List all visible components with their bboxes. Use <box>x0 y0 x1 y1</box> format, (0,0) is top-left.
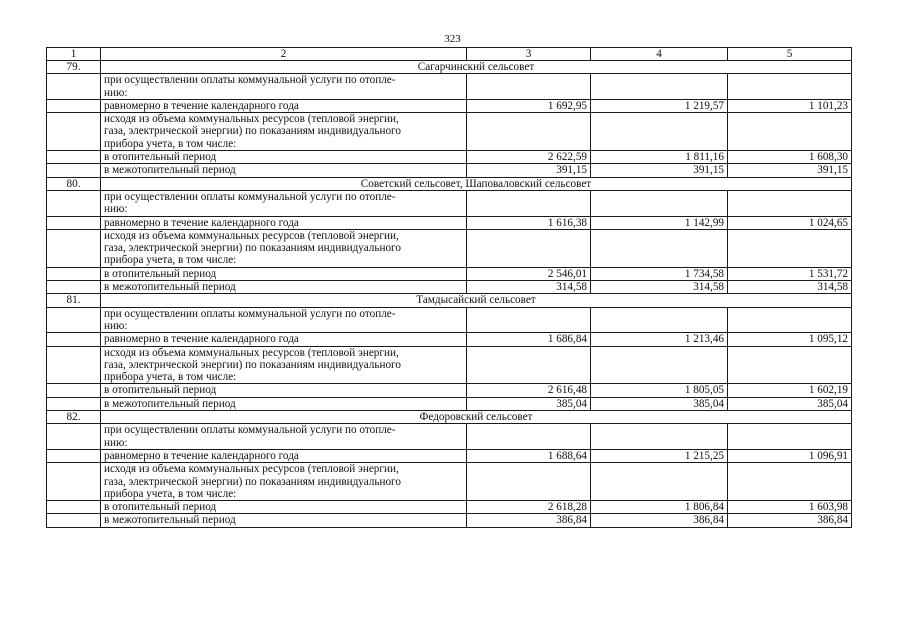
empty-cell <box>47 307 101 333</box>
row-label: исходя из объема коммунальных ресурсов (тепловой энергии, газа, электрической энергии) по показаниям индивидуального прибора учета, в том числе: <box>101 113 467 151</box>
row-label: при осуществлении оплаты коммунальной услуги по отопле- нию: <box>101 74 467 100</box>
settlement-header-row <box>47 177 852 190</box>
value-cell-v5: 386,84 <box>728 514 852 527</box>
table-row <box>47 99 852 112</box>
header-cell: 3 <box>467 48 591 61</box>
table-row <box>47 281 852 294</box>
empty-cell <box>47 333 101 346</box>
table-row <box>47 346 852 384</box>
value-cell-v4: 1 805,05 <box>591 384 728 397</box>
value-cell-v4 <box>591 346 728 384</box>
header-cell: 1 <box>47 48 101 61</box>
table-row <box>47 74 852 100</box>
item-number: 81. <box>47 294 101 307</box>
value-cell-v3 <box>467 424 591 450</box>
value-cell-v4 <box>591 113 728 151</box>
empty-cell <box>47 463 101 501</box>
item-number: 82. <box>47 411 101 424</box>
value-cell-v3: 1 616,38 <box>467 216 591 229</box>
value-cell-v5 <box>728 463 852 501</box>
value-cell-v5: 1 024,65 <box>728 216 852 229</box>
settlement-name: Федоровский сельсовет <box>101 411 852 424</box>
empty-cell <box>47 190 101 216</box>
table-row <box>47 449 852 462</box>
value-cell-v3: 2 618,28 <box>467 501 591 514</box>
row-label: в отопительный период <box>101 384 467 397</box>
empty-cell <box>47 449 101 462</box>
value-cell-v4: 1 213,46 <box>591 333 728 346</box>
table-row <box>47 514 852 527</box>
table-row <box>47 424 852 450</box>
tariff-table <box>46 47 852 528</box>
table-row <box>47 164 852 177</box>
header-cell: 4 <box>591 48 728 61</box>
row-label: при осуществлении оплаты коммунальной услуги по отопле- нию: <box>101 307 467 333</box>
value-cell-v4: 391,15 <box>591 164 728 177</box>
value-cell-v5: 1 101,23 <box>728 99 852 112</box>
row-label: равномерно в течение календарного года <box>101 216 467 229</box>
value-cell-v5: 1 531,72 <box>728 267 852 280</box>
row-label: равномерно в течение календарного года <box>101 333 467 346</box>
empty-cell <box>47 384 101 397</box>
row-label: в межотопительный период <box>101 164 467 177</box>
value-cell-v4 <box>591 74 728 100</box>
empty-cell <box>47 229 101 267</box>
empty-cell <box>47 74 101 100</box>
settlement-name: Советский сельсовет, Шаповаловский сельсовет <box>101 177 852 190</box>
value-cell-v3: 385,04 <box>467 397 591 410</box>
value-cell-v5 <box>728 307 852 333</box>
table-row <box>47 384 852 397</box>
table-row <box>47 397 852 410</box>
empty-cell <box>47 281 101 294</box>
empty-cell <box>47 346 101 384</box>
settlement-name: Тамдысайский сельсовет <box>101 294 852 307</box>
value-cell-v3: 314,58 <box>467 281 591 294</box>
row-label: в межотопительный период <box>101 281 467 294</box>
value-cell-v3 <box>467 346 591 384</box>
value-cell-v5 <box>728 113 852 151</box>
table-row <box>47 463 852 501</box>
value-cell-v3: 2 616,48 <box>467 384 591 397</box>
value-cell-v3: 2 622,59 <box>467 151 591 164</box>
settlement-header-row <box>47 61 852 74</box>
header-cell: 2 <box>101 48 467 61</box>
item-number: 80. <box>47 177 101 190</box>
value-cell-v3 <box>467 113 591 151</box>
row-label: в межотопительный период <box>101 397 467 410</box>
value-cell-v3: 1 688,64 <box>467 449 591 462</box>
table-row <box>47 267 852 280</box>
value-cell-v3 <box>467 190 591 216</box>
value-cell-v5: 1 095,12 <box>728 333 852 346</box>
value-cell-v5: 1 602,19 <box>728 384 852 397</box>
value-cell-v5 <box>728 229 852 267</box>
header-cell: 5 <box>728 48 852 61</box>
empty-cell <box>47 514 101 527</box>
value-cell-v4: 1 734,58 <box>591 267 728 280</box>
settlement-header-row <box>47 411 852 424</box>
value-cell-v4: 1 142,99 <box>591 216 728 229</box>
value-cell-v3: 2 546,01 <box>467 267 591 280</box>
value-cell-v4: 314,58 <box>591 281 728 294</box>
row-label: в отопительный период <box>101 267 467 280</box>
table-row <box>47 216 852 229</box>
table-row <box>47 190 852 216</box>
table-row <box>47 333 852 346</box>
row-label: равномерно в течение календарного года <box>101 99 467 112</box>
settlement-name: Сагарчинский сельсовет <box>101 61 852 74</box>
value-cell-v3: 391,15 <box>467 164 591 177</box>
value-cell-v4: 1 219,57 <box>591 99 728 112</box>
empty-cell <box>47 113 101 151</box>
row-label: равномерно в течение календарного года <box>101 449 467 462</box>
empty-cell <box>47 267 101 280</box>
value-cell-v4: 1 215,25 <box>591 449 728 462</box>
row-label: при осуществлении оплаты коммунальной услуги по отопле- нию: <box>101 424 467 450</box>
table-row <box>47 113 852 151</box>
value-cell-v3 <box>467 74 591 100</box>
value-cell-v5: 1 603,98 <box>728 501 852 514</box>
value-cell-v5 <box>728 424 852 450</box>
value-cell-v5 <box>728 346 852 384</box>
empty-cell <box>47 501 101 514</box>
value-cell-v4 <box>591 190 728 216</box>
value-cell-v4 <box>591 463 728 501</box>
value-cell-v5 <box>728 190 852 216</box>
empty-cell <box>47 99 101 112</box>
table-row <box>47 501 852 514</box>
table-row <box>47 151 852 164</box>
value-cell-v3 <box>467 229 591 267</box>
value-cell-v5 <box>728 74 852 100</box>
value-cell-v3: 1 686,84 <box>467 333 591 346</box>
row-label: исходя из объема коммунальных ресурсов (тепловой энергии, газа, электрической энергии) по показаниям индивидуального прибора учета, в том числе: <box>101 463 467 501</box>
value-cell-v3: 1 692,95 <box>467 99 591 112</box>
row-label: в межотопительный период <box>101 514 467 527</box>
tariff-table-body <box>47 48 852 528</box>
table-row <box>47 229 852 267</box>
value-cell-v5: 1 096,91 <box>728 449 852 462</box>
row-label: в отопительный период <box>101 151 467 164</box>
empty-cell <box>47 164 101 177</box>
value-cell-v4: 1 806,84 <box>591 501 728 514</box>
table-row <box>47 307 852 333</box>
row-label: исходя из объема коммунальных ресурсов (тепловой энергии, газа, электрической энергии) по показаниям индивидуального прибора учета, в том числе: <box>101 229 467 267</box>
empty-cell <box>47 424 101 450</box>
empty-cell <box>47 397 101 410</box>
value-cell-v4 <box>591 307 728 333</box>
value-cell-v5: 385,04 <box>728 397 852 410</box>
value-cell-v3 <box>467 463 591 501</box>
value-cell-v3 <box>467 307 591 333</box>
value-cell-v4 <box>591 424 728 450</box>
value-cell-v5: 314,58 <box>728 281 852 294</box>
value-cell-v4: 385,04 <box>591 397 728 410</box>
settlement-header-row <box>47 294 852 307</box>
row-label: в отопительный период <box>101 501 467 514</box>
value-cell-v3: 386,84 <box>467 514 591 527</box>
item-number: 79. <box>47 61 101 74</box>
page-number: 323 <box>444 33 461 45</box>
header-row <box>47 48 852 61</box>
row-label: исходя из объема коммунальных ресурсов (тепловой энергии, газа, электрической энергии) по показаниям индивидуального прибора учета, в том числе: <box>101 346 467 384</box>
empty-cell <box>47 216 101 229</box>
row-label: при осуществлении оплаты коммунальной услуги по отопле- нию: <box>101 190 467 216</box>
value-cell-v5: 1 608,30 <box>728 151 852 164</box>
value-cell-v4: 386,84 <box>591 514 728 527</box>
value-cell-v4 <box>591 229 728 267</box>
empty-cell <box>47 151 101 164</box>
value-cell-v5: 391,15 <box>728 164 852 177</box>
value-cell-v4: 1 811,16 <box>591 151 728 164</box>
